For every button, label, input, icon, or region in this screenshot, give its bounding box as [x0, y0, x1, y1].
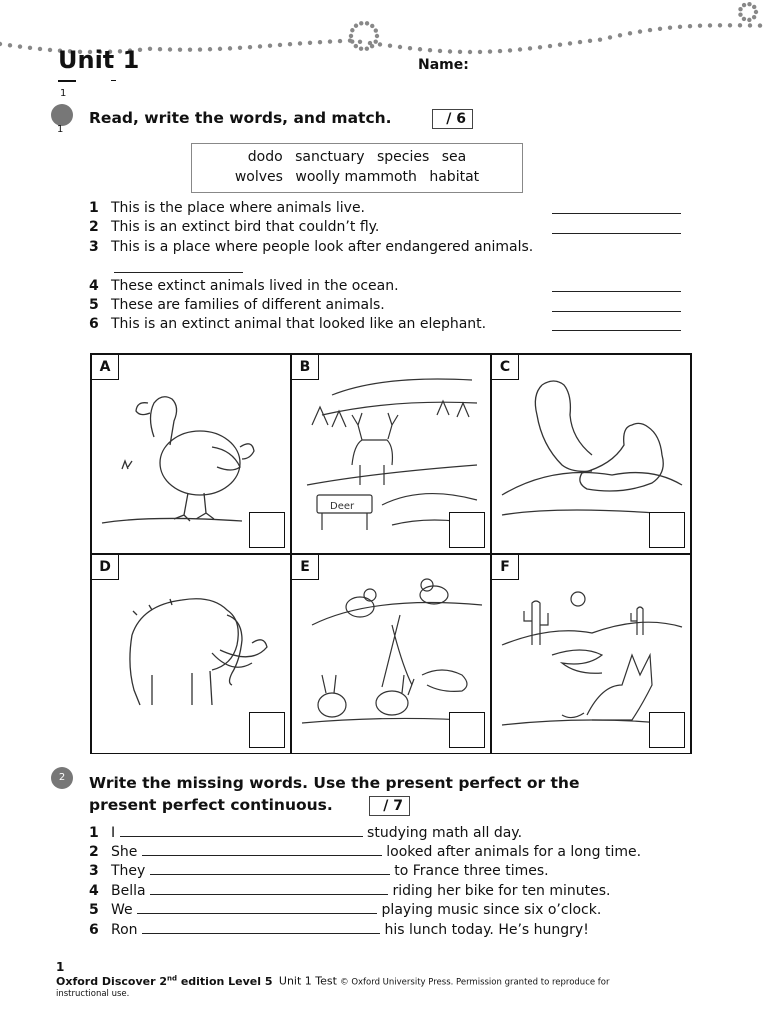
exercise-1-score-box[interactable]: / 6 — [432, 109, 473, 129]
answer-line-5[interactable] — [552, 311, 681, 312]
exercise-2-instruction-line1: Write the missing words. Use the present perfect or the — [89, 774, 580, 792]
match-box-f[interactable] — [649, 712, 685, 748]
ex2-blank-6[interactable] — [142, 921, 380, 934]
footer-credit — [56, 973, 609, 989]
title-dash — [111, 80, 116, 81]
deer-sign-text: Deer — [330, 501, 355, 512]
picture-letter-a: A — [92, 355, 119, 380]
answer-line-4[interactable] — [552, 291, 681, 292]
exercise-1-number: 1 — [57, 124, 64, 135]
ex2-question-1: 1 I studying math all day. — [89, 825, 523, 841]
word-wolves: wolves — [234, 169, 283, 185]
answer-line-2[interactable] — [552, 233, 681, 234]
picture-cell-f — [491, 554, 691, 754]
ex2-question-3: 3 They to France three times. — [89, 863, 549, 879]
question-2: 2 This is an extinct bird that couldn’t fly. — [89, 219, 380, 235]
picture-letter-c: C — [492, 355, 519, 380]
exercise-1-instruction: Read, write the words, and match. — [89, 109, 392, 127]
ex2-blank-2[interactable] — [142, 843, 382, 856]
word-sea: sea — [441, 149, 467, 165]
question-6: 6 This is an extinct animal that looked like an elephant. — [89, 316, 487, 332]
picture-cell-c — [491, 354, 691, 554]
title-underline — [58, 80, 76, 82]
ex2-question-4: 4 Bella riding her bike for ten minutes. — [89, 883, 611, 899]
picture-cell-d — [91, 554, 291, 754]
exercise-1-bullet — [51, 104, 73, 126]
footer-copyright: © Oxford University Press. Permission granted to reproduce for — [340, 977, 610, 988]
picture-letter-d: D — [92, 555, 119, 580]
match-box-e[interactable] — [449, 712, 485, 748]
match-box-c[interactable] — [649, 512, 685, 548]
word-bank — [191, 143, 523, 193]
picture-cell-e — [291, 554, 491, 754]
answer-line-3[interactable] — [114, 272, 243, 273]
ex2-blank-4[interactable] — [150, 882, 388, 895]
footer-copyright-line2: instructional use. — [56, 988, 130, 999]
page-number-top: 1 — [60, 88, 67, 99]
question-3: 3 This is a place where people look after endangered animals. — [89, 239, 534, 255]
picture-cell-a — [91, 354, 291, 554]
word-habitat: habitat — [429, 169, 480, 185]
exercise-2-instruction-line2: present perfect continuous. — [89, 796, 333, 814]
match-box-a[interactable] — [249, 512, 285, 548]
exercise-2-bullet: 2 — [51, 767, 73, 789]
ex2-blank-1[interactable] — [120, 824, 363, 837]
ex2-question-2: 2 She looked after animals for a long time. — [89, 844, 642, 860]
question-5: 5 These are families of different animals. — [89, 297, 385, 313]
footer-page-number: 1 — [56, 960, 65, 974]
ex2-question-5: 5 We playing music since six o’clock. — [89, 902, 602, 918]
question-4: 4 These extinct animals lived in the ocean. — [89, 278, 399, 294]
match-box-b[interactable] — [449, 512, 485, 548]
footer — [56, 962, 609, 1000]
footer-test-name: Unit 1 Test — [278, 974, 337, 988]
picture-cell-b — [291, 354, 491, 554]
ex2-blank-5[interactable] — [137, 901, 377, 914]
picture-letter-b: B — [292, 355, 319, 380]
word-species: species — [377, 149, 430, 165]
picture-letter-f: F — [492, 555, 519, 580]
picture-grid — [90, 353, 692, 754]
picture-letter-e: E — [292, 555, 319, 580]
word-sanctuary: sanctuary — [295, 149, 365, 165]
question-1: 1 This is the place where animals live. — [89, 200, 366, 216]
name-label: Name: — [418, 57, 469, 73]
answer-line-1[interactable] — [552, 213, 681, 214]
word-dodo: dodo — [247, 149, 283, 165]
match-box-d[interactable] — [249, 712, 285, 748]
ex2-question-6: 6 Ron his lunch today. He’s hungry! — [89, 922, 589, 938]
answer-line-6[interactable] — [552, 330, 681, 331]
ex2-blank-3[interactable] — [150, 862, 390, 875]
word-woolly-mammoth: woolly mammoth — [295, 169, 417, 185]
footer-book-title: Oxford Discover 2nd edition Level 5 — [56, 974, 273, 988]
exercise-2-score-box[interactable]: / 7 — [369, 796, 410, 816]
unit-title: Unit 1 — [58, 46, 140, 74]
